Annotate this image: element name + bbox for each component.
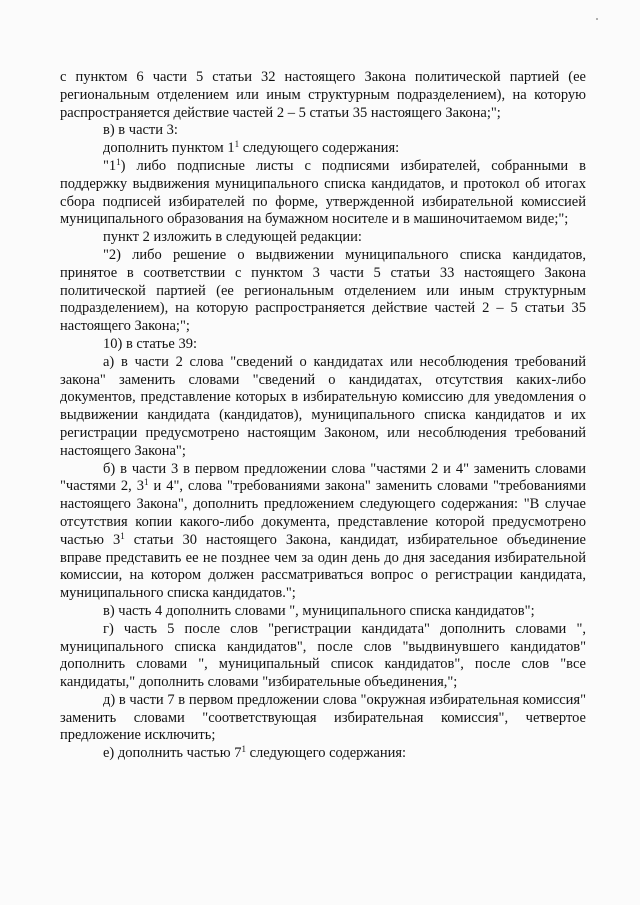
paragraph: "$1^1$) либо подписные листы с подписями избирателей, собранными в поддержку выдвижения муниципального списка кандидатов, и протокол об итогах сбора подписей избирателей по форме, утвержденной избирательной комиссией муниципального образования на бумажном носителе и в машиночитаемом виде;"; [60, 156, 586, 228]
paragraph: "2) либо решение о выдвижении муниципального списка кандидатов, принятое в соответствии с пунктом 3 части 5 статьи 33 настоящего Закона политической партией (ее региональным отделением или иным структурным подразделением), на которую распространяется действие частей 2 – 5 статьи 35 настоящего Закона;"; [60, 246, 586, 335]
paragraph: б) в части 3 в первом предложении слова "частями 2 и 4" заменить словами "частями 2, $3^1$ и 4", слова "требованиями закона" заменить словами "требованиями настоящего Закона", дополнить предложением следующего содержания: "В случае отсутствия копии какого-либо документа, представление которой предусмотрено частью $3^1$ статьи 30 настоящего Закона, кандидат, избирательное объединение вправе представить ее не позднее чем за один день до дня заседания избирательной комиссии, на котором должен рассматриваться вопрос о регистрации кандидата, муниципального списка кандидатов."; [60, 460, 586, 602]
paragraph: 10) в статье 39: [103, 335, 197, 352]
scan-speck [596, 18, 598, 20]
paragraph: е) дополнить частью $7^1$ следующего содержания: [103, 744, 407, 762]
paragraph: в) часть 4 дополнить словами ", муниципального списка кандидатов"; [103, 602, 535, 619]
paragraph: пункт 2 изложить в следующей редакции: [103, 229, 362, 246]
paragraph: с пунктом 6 части 5 статьи 32 настоящего Закона политической партией (ее региональным отделением или иным структурным подразделением), на которую распространяется действие частей 2 – 5 статьи 35 настоящего Закона;"; [60, 69, 586, 121]
paragraph: дополнить пунктом $1^1$ следующего содержания: [103, 139, 400, 157]
paragraph: в) в части 3: [103, 122, 178, 139]
paragraph: г) часть 5 после слов "регистрации кандидата" дополнить словами ", муниципального списка кандидатов", после слов "выдвинувшего кандидатов" дополнить словами ", муниципальный список кандидатов", после слов "все кандидаты," дополнить словами "избирательные объединения,"; [60, 620, 586, 691]
document-body [60, 69, 586, 763]
paragraph: д) в части 7 в первом предложении слова "окружная избирательная комиссия" заменить словами "соответствующая избирательная комиссия", четвертое предложение исключить; [60, 691, 586, 744]
paragraph: а) в части 2 слова "сведений о кандидатах или несоблюдения требований закона" заменить словами "сведений о кандидатах, отсутствия каких-либо документов, представление которых в избирательную комиссию для уведомления о выдвижении кандидата (кандидатов), муниципального списка кандидатов и их регистрации предусмотрено настоящим Законом, или несоблюдения требований настоящего Закона"; [60, 353, 586, 459]
